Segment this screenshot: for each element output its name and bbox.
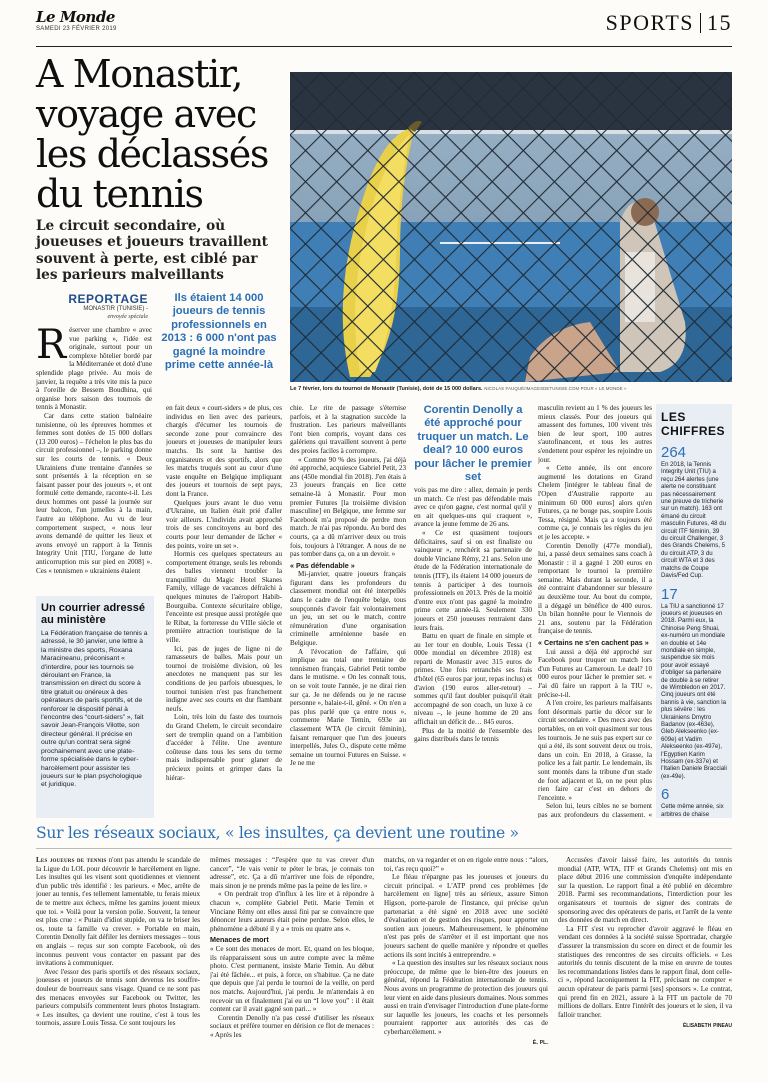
- paragraph: éserver une chambre « avec vue parking », l'idée est originale, surtout pour un complexe hôtelier bordé par la Méditerranée et doté d'une splendide plage privée. Au mois de janvier, la requête a très vite mis la puce à l'oreille de Bessem Boudhina, qui organise hors saison des tournois de tennis à Monastir.: [36, 326, 152, 412]
- article-deck: Le circuit secondaire, où joueuses et joueurs travaillent souvent à perte, est ciblé par les parieurs malveillants: [36, 218, 268, 284]
- paragraph: A l'en croire, les parieurs malfaisants font désormais partie du décor sur le circuit secondaire. « Des mecs avec des portables, on en voit quasiment sur tous les tournois. Je ne suis pas expert sur ce qui a été, ils sont souvent deux ou trois, dans un coin. En 2018, à Grasse, la police les a fait partir. Le lendemain, ils sont montés dans la tribune d'un stade de foot adjacent et là, on ne peut plus rien faire car c'est en dehors de l'enceinte. »: [538, 699, 652, 802]
- paragraph: Avec l'essor des paris sportifs et des réseaux sociaux, joueuses et joueurs de tennis sont devenus les souffre-douleur de bourreaux sans visage. Quand ce ne sont pas des menaces envoyées sur Facebook ou Twitter, les parieurs compulsifs commentent leurs photos Instagram. « Les insultes, ça devient une routine, c'est à tous les tournois, assure Louis Tessa. Ce sont toujours les: [36, 967, 200, 1028]
- pull-quote-2: Corentin Denolly a été approché pour truquer un match. Le deal? 10 000 euros pour lâcher le premier set: [414, 404, 532, 484]
- figure-number: 6: [661, 786, 670, 804]
- body-column-4: [414, 486, 532, 818]
- secondary-column-2: [210, 856, 374, 1080]
- paragraph: « Ce sont des menaces de mort. Et, quand on les bloque, ils réapparaissent sous un autre compte avec la même photo. C'est permanent, insiste Marie Temin. Au début j'ai été fâchée... et puis, à force, on s'habitue. Ça ne date que depuis que j'ai perdu le tournoi de la veille, on perd nos matchs. Aujourd'hui, j'ai perdu. Je m'attendais à en recevoir un et finalement j'ai eu un “I love you” : il était content car il avait gagné son pari... »: [210, 944, 374, 1014]
- paragraph: mêmes messages : “J'espère que tu vas crever d'un cancer”, “Je vais venir te péter le bras, je connais ton adresse”, etc. Ça a dû m'arriver une fois de répondre, mais sinon je ne prends même pas la peine de les lire. »: [210, 856, 374, 890]
- paragraph: Corentin Denolly n'a pas cessé d'utiliser les réseaux sociaux et préfère tourner en dérision ce flot de menaces : « Après les: [210, 1013, 374, 1039]
- paragraph: vois pas me dire : allez, demain je perds un match. Ce n'est pas défendable mais avec ce qu'on gagne, c'est normal qu'il y en ait quelques-uns qui craquent », avance la jeune femme de 26 ans.: [414, 486, 532, 529]
- paragraph: « On perdrait trop d'influx à les lire et à répondre à chacun », complète Gabriel Petit. Marie Temin et Vinciane Rémy ont elles aussi fini par se convaincre que dénoncer leurs auteurs était peine perdue. Selon elles, le phénomène a débuté il y a « trois ou quatre ans ».: [210, 890, 374, 933]
- dateline: MONASTIR (TUNISIE) -: [83, 306, 148, 312]
- paragraph: Accusées d'avoir laissé faire, les autorités du tennis mondial (ATP, WTA, ITF et Grands Chelems) ont mis en place début 2016 une commission d'enquête indépendante sur la question. Le rapport final a été publié en décembre 2018. Parmi ses recommandations, l'interdiction pour les organisateurs et tournois de signer des contrats de sponsoring avec des opérateurs de paris, et l'arrêt de la vente des données de match en direct.: [558, 856, 732, 925]
- secondary-column-1: [36, 856, 200, 1080]
- paragraph: « Ce est quasiment toujours déficitaires, sauf si on est finaliste ou vainqueur », renchérit sa partenaire de double Vinciane Rémy, 21 ans. Selon une étude de la Fédération internationale de tennis (ITF), ils étaient 14 000 joueurs de tennis à participer à des tournois professionnels en 2013. Près de la moitié d'entre eux n'ont pas gagné la moindre prime cette année-là. Seulement 330 joueurs et 250 joueuses rentraient dans leurs frais.: [414, 528, 532, 632]
- paragraph: La FIT s'est vu reprocher d'avoir aggravé le fléau en vendant ces données à la société suisse Sportradar, chargée d'assurer la transmission du score en direct et de fournir les statistiques des rencontres de ses circuits officiels. « Les autorités du tennis discutent de la mise en œuvre de toutes les recommandations listées dans le rapport final, dont celle-ci », répond laconiquement la FIT, précisant ne compter « aucun opérateur de paris parmi [ses] sponsors ». Le contrat, qui prend fin en 2021, assure à la FIT un pactole de 70 millions de dollars. Entre l'intérêt des joueurs et le sien, il va falloir trancher.: [558, 924, 732, 1019]
- subhead: Menaces de mort: [210, 935, 269, 945]
- pull-quote-1: Ils étaient 14 000 joueurs de tennis professionnels en 2013 : 6 000 n'ont pas gagné la moindre prime cette année-là: [161, 292, 277, 372]
- paragraph: Selon lui, leurs cibles ne se bornent pas aux profondeurs du classement. «: [538, 802, 652, 818]
- paragraph: « La question des insultes sur les réseaux sociaux nous préoccupe, de même que le bien-être des joueurs en général, répond la Fédération internationale de tennis. Nous avons un programme de protection des joueurs qui leur vient en aide dans plusieurs domaines. Nous sommes aussi en train d'envisager l'introduction d'une plate-forme sur laquelle les joueurs, les coachs et les personnels pourraient rapporter aux autorités des cas de cyberharcèlement. »: [384, 959, 548, 1036]
- paragraph: Corentin Denolly (477e mondial), lui, a passé deux semaines sans coach à Monastir : il a gagné 1 200 euros en remportant le tournoi la première semaine. Mais durant la seconde, il a été contraint d'abandonner sur blessure au deuxième tour. Au bout du compte, il a dégagé un bénéfice de 400 euros. Un bilan honnête pour le Viennois de 21 ans, soutenu par la Fédération française de tennis.: [538, 541, 652, 636]
- photo-caption: [290, 386, 732, 392]
- figures-title: LES CHIFFRES: [661, 410, 725, 438]
- secondary-column-4: [558, 856, 732, 1080]
- author-signature: élisabeth pineau: [682, 1022, 732, 1030]
- paragraph: Quelques jours avant le duo venu d'Ukraine, un Italien était prié d'aller voir ailleurs. L'individu avait approché trois de ses concitoyens au bord des courts pour leur demander de lâcher « des points, voire un set ».: [166, 498, 282, 550]
- section-divider: [700, 13, 701, 33]
- tennis-fence-photo: [290, 72, 732, 382]
- paragraph: Battu en quart de finale en simple et au 1er tour en double, Louis Tessa (1 000e mondial en décembre 2018) est reparti de Monastir avec 315 euros de primes. Une fois retranchés ses frais d'hôtel (65 euros par jour, repas inclus) et d'avion (190 euros aller-retour) – sommes qu'il faut doubler puisqu'il était accompagné de son coach, un luxe à ce niveau –, le jeune homme de 20 ans affichait un déficit de… 845 euros.: [414, 632, 532, 727]
- paragraph: chie. Le rite de passage s'éternise parfois, et à la stagnation succède la frustration. Les parieurs malveillants l'ont bien compris, voyant dans ces galériens qui travaillent souvent à perte des proies faciles à corrompre.: [290, 404, 406, 455]
- figure-number: 264: [661, 444, 687, 461]
- lead-in: Les joueurs de tennis: [36, 856, 107, 864]
- body-column-1: [36, 326, 152, 592]
- paragraph: masculin revient au 1 % des joueurs les mieux classés. Pour des joueurs qui amassent des fortunes, 100 vivent très bien de leur sport, 100 autres s'autofinancent, et tous les autres s'endettent pour espérer les rejoindre un jour.: [538, 404, 652, 464]
- byline-role: envoyée spéciale: [107, 314, 148, 320]
- sidebar-title: Un courrier adressé au ministère: [41, 602, 145, 626]
- paragraph: Ici, pas de juges de ligne ni de ramasseurs de balles. Mais pour un tournoi de troisième division, où les anecdotes ne manquent pas sur les conditions de jeu parfois ubuesques, le tournoi tunisien n'est pas franchement indigne avec ses courts en dur flambant neufs.: [166, 644, 282, 713]
- paragraph: Le fléau n'épargne pas les joueuses et joueurs du circuit principal. « L'ATP prend ces problèmes [de harcèlement en ligne] très au sérieux, assure Simon Higson, porte-parole de l'instance, qui précise qu'un partenariat a été signé en 2018 avec une société d'évaluation et de gestion des risques, pour apporter un soutien aux joueurs. Malheureusement, le phénomène n'est pas près de s'arrêter et il est important que nos joueurs sachent de quelle manière y répondre et quelles actions ils sont incités à entreprendre. »: [384, 873, 548, 959]
- paragraph: Loin, très loin du faste des tournois du Grand Chelem, le circuit secondaire sert de tremplin quand on a l'ambition d'accéder à l'élite. Une aventure coûteuse dans tous les sens du terme mais indispensable pour glaner de précieux points et grimper dans la hiérar-: [166, 713, 282, 782]
- secondary-headline: Sur les réseaux sociaux, « les insultes, ça devient une routine »: [36, 824, 519, 842]
- paragraph: [36, 856, 200, 968]
- paragraph: Car dans cette station balnéaire tunisienne, où les épreuves hommes et femmes sont dotées de 15 000 dollars (13 200 euros) – l'échelon le plus bas du circuit professionnel –, le parking donne sur les courts de tennis. « Deux Ukrainiens d'une trentaine d'années se sont présentés à la réception en se faisant passer pour des joueurs », et ont formulé cette demande, raconte-t-il. Les deux hommes ont passé la journée sur leur balcon, l'un jumelles à la main, l'autre au téléphone. Au vu de leur comportement suspect, « nous leur avons demandé de quitter les lieux et avons envoyé un rapport à la Tennis Integrity Unit [TIU, l'organe de lutte anticorruption mis sur pied en 2008] ». Ces « tennismen » ukrainiens étaient: [36, 411, 152, 575]
- paragraph: Mi-janvier, quatre joueurs français figurant dans les profondeurs du classement mondial ont été interpellés dans le cadre de l'enquête belge, tous soupçonnés d'avoir fait volontairement un jeu, un set ou le match, contre rémunération d'une organisation criminelle arménienne basée en Belgique.: [290, 570, 406, 648]
- paragraph: Plus de la moitié de l'ensemble des gains distribués dans le tennis: [414, 726, 532, 744]
- paragraph: Lui aussi a déjà été approché sur Facebook pour truquer un match lors d'un Futures au Cameroun. Le deal? 10 000 euros pour lâcher le premier set. « J'ai dû faire un rapport à la TIU », précise-t-il.: [538, 647, 652, 699]
- sidebar-box: [36, 596, 154, 818]
- figure-text: La TIU a sanctionné 17 joueurs et joueuses en 2018. Parmi eux, la Chinoise Peng Shuai, ex-numéro un mondiale en double et 14e mondiale en simple, suspendue six mois pour avoir essayé d'obliger sa partenaire de double à se retirer de Wimbledon en 2017. Cinq joueurs ont été bannis à vie, sanction la plus sévère : les Ukrainiens Dmytro Badanov (ex-463e), Gleb Alekseenko (ex-609e) et Vadim Alekseenko (ex-497e), l'Egyptien Karim Hossam (ex-337e) et l'Italien Daniele Bracciali (ex-49e).: [661, 602, 727, 780]
- paragraph: A l'évocation de l'affaire, qui implique au total une trentaine de tennismen français, Gabriel Petit tombe dans le mutisme. « On les connaît tous, on se voit toute l'année, je ne dirai rien sur ça. Je ne défends ou je ne racuse personne », balaie-t-il, gêné. « On n'en a pas plus parlé que ça entre nous », commente Marie Temin, 693e au classement WTA (le circuit féminin), faisant remarquer que l'un des joueurs interpellés, Jules O., dispute cette même semaine un tournoi Futures en Suisse. « Je ne me: [290, 647, 406, 768]
- secondary-column-3: [384, 856, 548, 1080]
- article-headline: A Monastir, voyage avec les déclassés du tennis: [36, 52, 268, 216]
- figure-number: 17: [661, 585, 678, 603]
- article-photo: [290, 72, 732, 382]
- section-name: SPORTS: [605, 10, 694, 35]
- figure-text: En 2018, la Tennis Integrity Unit (TIU) a reçu 264 alertes (une alerte ne constituant pas nécessairement une preuve de tricherie sur un match). 163 ont émané du circuit masculin Futures, 48 du circuit ITF féminin, 39 du circuit Challenger, 3 des Grands Chelems, 5 du circuit ATP, 3 du circuit WTA et 3 des matchs de Coupe Davis/Fed Cup.: [661, 461, 727, 580]
- figure-text: Cette même année, six arbitres de chaise: [661, 803, 724, 818]
- body-column-5: [538, 404, 652, 818]
- paragraph: Hormis ces quelques spectateurs au comportement étrange, seuls les rebonds des balles viennent troubler la tranquillité du Magic Hotel Skanes Family, village de vacances défraîchi à quelques minutes de l'aéroport Habib-Bourguiba. Contexte sécuritaire oblige, l'enceinte est presque aussi protégée que le Ribat, la forteresse du VIIIe siècle et première attraction touristique de la ville.: [166, 550, 282, 645]
- subhead: « Pas défendable »: [290, 560, 355, 570]
- issue-date: SAMEDI 23 FÉVRIER 2019: [36, 26, 117, 32]
- paragraph: matchs, on va regarder et on en rigole entre nous : “alors, toi, t'as reçu quoi?” »: [384, 856, 548, 873]
- masthead-logo: Le Monde: [36, 8, 115, 26]
- figures-box: [656, 404, 732, 818]
- photo-credit: NICOLAS FAUQUÉ/IMAGESDETUNISIE.COM POUR « LE MONDE »: [484, 386, 627, 391]
- section-header: [606, 10, 732, 36]
- author-initials: é. pl.: [532, 1039, 548, 1047]
- secondary-rule: [36, 848, 732, 849]
- header-rule: [36, 46, 732, 47]
- body-column-2: [166, 404, 282, 818]
- drop-cap: R: [36, 326, 67, 368]
- paragraph-text: n'ont pas attendu le scandale de la Ligue du LOL pour découvrir le harcèlement en ligne. Les insultes qui les visent sont quotidiennes et viennent d'un public très identifié : les parieurs. « Mec, arrête de jouer au tennis, t'es tellement lamentable, tu ferais mieux de te mettre aux échecs, même les gamins jouent mieux que toi. » Voilà pour la version polie. Souvent, la teneur est plus crue : « Putain d'idiot stupide, on va te briser les os, toute ta famille va crever. » Portable en main, Corentin Denolly fait défiler les derniers messages – tous en anglais – reçus sur son compte Facebook, où des inconnus peuvent vous contacter en passant par des invitations à communiquer.: [36, 856, 200, 968]
- paragraph: « Comme 90 % des joueurs, j'ai déjà été approché, acquiesce Gabriel Petit, 23 ans (450e mondial fin 2018). J'en étais à 23 joueurs français en lice cette semaine-là à Monastir. Pour mon premier Futures [la troisième division masculine] en Belgique, une femme sur Facebook m'a proposé de perdre mon match. Je n'ai pas répondu. Au bord des courts, ça a dû m'arriver deux ou trois fois, toujours à l'étranger. A nous de ne pas tomber dans ça, on a un devoir. »: [290, 455, 406, 559]
- paragraph: en fait deux « court-siders » de plus, ces individus en lien avec des parieurs, chargés d'écumer les tournois de seconde zone pour convaincre des joueurs et joueuses de manipuler leurs matchs. Ils sont la hantise des organisateurs et des sportifs, alors que les matchs truqués sont au cœur d'une vaste enquête en Belgique impliquant des joueurs et tournois de sept pays, dont la France.: [166, 404, 282, 498]
- page-number: 15: [707, 10, 732, 35]
- article-kicker: REPORTAGE: [68, 292, 148, 306]
- caption-text: Le 7 février, lors du tournoi de Monastir (Tunisie), doté de 15 000 dollars.: [290, 386, 483, 392]
- body-column-3: [290, 404, 406, 818]
- subhead: « Certains ne s'en cachent pas »: [538, 638, 649, 648]
- sidebar-text: La Fédération française de tennis a adressé, le 30 janvier, une lettre à la ministre des sports, Roxana Maracineanu, préconisant « d'interdire, pour les tournois se déroulant en France, la transmission en direct du score à titre gratuit ou onéreux à des opérateurs de paris sportifs, et de renforcer le dispositif pénal à l'encontre des “court-siders” », fait savoir Jean-François Vilotte, son directeur général. Il précise en outre qu'un contrat sera signé prochainement avec une plate-forme spécialisée dans le cyber-harcèlement pour assister les joueurs sur le plan psychologique et juridique.: [41, 630, 148, 789]
- paragraph: « Cette année, ils ont encore augmenté les dotations en Grand Chelem [intégrer le tableau final de l'Open d'Australie rapporte au minimum 60 000 euros] alors qu'en Futures, ça ne bouge pas, soupire Louis Tessa, résigné. Mais ça a toujours été comme ça, je connais les règles du jeu et je les accepte. »: [538, 464, 652, 541]
